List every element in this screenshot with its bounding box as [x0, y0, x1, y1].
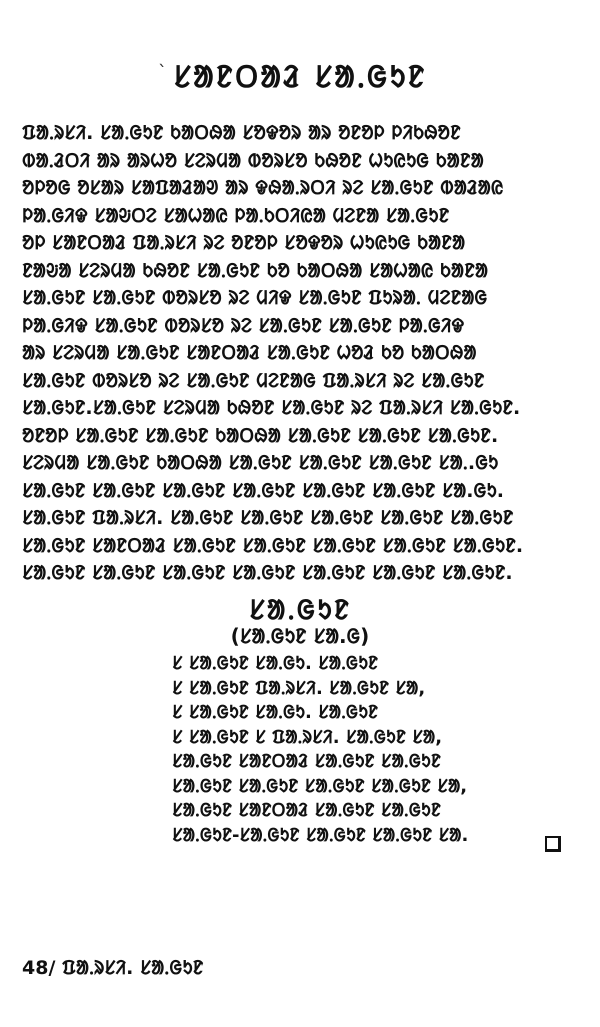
body-line: ᱥᱟᱹᱜᱩᱱ ᱯᱟᱹᱨᱥᱤ. ᱥᱟᱹᱜᱩᱱ ᱥᱟᱹᱜᱩᱱ ᱥᱟᱹᱜᱩᱱ ᱥᱟᱹᱜᱩᱱ ᱥᱟᱹᱜᱩᱱ — [22, 507, 514, 529]
body-line: ᱞᱟᱹᱜᱤᱫ ᱥᱟᱶᱛᱮ ᱥᱟᱦᱟᱭ ᱞᱟᱹᱠᱛᱤᱭᱟ ᱢᱮᱱᱟ ᱥᱟᱹᱜᱩᱱ — [22, 204, 450, 227]
body-line: ᱥᱟᱹᱜᱩᱱ ᱥᱟᱹᱜᱩᱱ ᱵᱚᱨᱥᱚ ᱨᱮ ᱢᱤᱫ ᱥᱟᱹᱜᱩᱱ ᱯᱩᱨᱟᱹ ᱢᱮᱱᱟᱜ — [22, 287, 488, 309]
body-line: ᱥᱮᱨᱢᱟ ᱥᱟᱹᱜᱩᱱ ᱠᱟᱛᱷᱟ ᱥᱟᱹᱜᱩᱱ ᱥᱟᱹᱜᱩᱱ ᱥᱟᱹᱜᱩᱱ ᱥᱟᱹ.ᱜᱩ — [22, 452, 499, 474]
decorative-mark: ` — [158, 62, 167, 83]
poem-stanza — [172, 652, 552, 848]
body-line: ᱚᱱᱚᱞ ᱥᱟᱹᱜᱩᱱ ᱥᱟᱹᱜᱩᱱ ᱠᱟᱛᱷᱟ ᱥᱟᱹᱜᱩᱱ ᱥᱟᱹᱜᱩᱱ ᱥᱟᱹᱜᱩᱱ. — [22, 424, 499, 447]
body-line: ᱵᱟᱹᱲᱛᱤ ᱟᱨ ᱟᱨᱦᱚ ᱥᱮᱨᱢᱟ ᱵᱚᱨᱥᱚ ᱠᱷᱚᱱ ᱦᱩᱭᱩᱜ ᱠᱟᱱᱟ — [22, 149, 484, 172]
body-line: ᱞᱟᱹᱜᱤᱫ ᱥᱟᱹᱜᱩᱱ ᱵᱚᱨᱥᱚ ᱨᱮ ᱥᱟᱹᱜᱩᱱ ᱥᱟᱹᱜᱩᱱ ᱞᱟᱹᱜᱤᱫ — [22, 314, 465, 337]
poem-title: ᱥᱟᱹᱜᱩᱱ — [248, 595, 352, 626]
body-line: ᱟᱨ ᱥᱮᱨᱢᱟ ᱥᱟᱹᱜᱩᱱ ᱥᱟᱱᱛᱟᱲ ᱥᱟᱹᱜᱩᱱ ᱦᱚᱲ ᱠᱚ ᱠᱟᱛᱷᱟ — [22, 342, 477, 364]
article-body — [22, 120, 582, 588]
body-line: ᱯᱟᱹᱨᱥᱤ. ᱥᱟᱹᱜᱩᱱ ᱠᱟᱛᱷᱟ ᱥᱚᱫᱚᱨ ᱟᱨ ᱚᱱᱚᱞ ᱞᱤᱠᱷᱚᱱ — [22, 122, 461, 144]
poem-subtitle: (ᱥᱟᱹᱜᱩᱱ ᱥᱟ.ᱜ) — [230, 624, 370, 648]
poem-line: ᱥᱟᱹᱜᱩᱱ ᱥᱟᱱᱛᱟᱲ ᱥᱟᱹᱜᱩᱱ ᱥᱟᱹᱜᱩᱱ — [172, 751, 441, 772]
body-line: ᱥᱟᱹᱜᱩᱱ.ᱥᱟᱹᱜᱩᱱ ᱥᱮᱨᱢᱟ ᱠᱷᱚᱱ ᱥᱟᱹᱜᱩᱱ ᱨᱮ ᱯᱟᱹᱨᱥᱤ ᱥᱟᱹᱜᱩᱱ. — [22, 397, 521, 419]
poem-line: ᱥ ᱥᱟᱹᱜᱩᱱ ᱯᱟᱹᱨᱥᱤ. ᱥᱟᱹᱜᱩᱱ ᱥᱟ, — [172, 677, 426, 699]
body-line: ᱱᱟᱶᱟ ᱥᱮᱨᱢᱟ ᱠᱷᱚᱱ ᱥᱟᱹᱜᱩᱱ ᱠᱚ ᱠᱟᱛᱷᱟ ᱥᱟᱦᱟᱭ ᱠᱟᱱᱟ — [22, 259, 489, 282]
body-line: ᱚᱞ ᱥᱟᱱᱛᱟᱲ ᱯᱟᱹᱨᱥᱤ ᱨᱮ ᱚᱱᱚᱞ ᱥᱚᱫᱚᱨ ᱦᱩᱭᱩᱜ ᱠᱟᱱᱟ — [22, 232, 466, 254]
article-title: ᱥᱟᱱᱛᱟᱲ ᱥᱟᱹᱜᱩᱱ — [173, 60, 427, 95]
body-line: ᱥᱟᱹᱜᱩᱱ ᱥᱟᱹᱜᱩᱱ ᱥᱟᱹᱜᱩᱱ ᱥᱟᱹᱜᱩᱱ ᱥᱟᱹᱜᱩᱱ ᱥᱟᱹᱜᱩᱱ ᱥᱟᱹᱜᱩᱱ. — [22, 562, 513, 584]
poem-line: ᱥᱟᱹᱜᱩᱱ-ᱥᱟᱹᱜᱩᱱ ᱥᱟᱹᱜᱩᱱ ᱥᱟᱹᱜᱩᱱ ᱥᱟ. — [172, 824, 469, 846]
body-line: ᱥᱟᱹᱜᱩᱱ ᱥᱟᱹᱜᱩᱱ ᱥᱟᱹᱜᱩᱱ ᱥᱟᱹᱜᱩᱱ ᱥᱟᱹᱜᱩᱱ ᱥᱟᱹᱜᱩᱱ ᱥᱟ.ᱜᱩ. — [22, 479, 504, 502]
body-line: ᱥᱟᱹᱜᱩᱱ ᱥᱟᱱᱛᱟᱲ ᱥᱟᱹᱜᱩᱱ ᱥᱟᱹᱜᱩᱱ ᱥᱟᱹᱜᱩᱱ ᱥᱟᱹᱜᱩᱱ ᱥᱟᱹᱜᱩᱱ. — [22, 534, 524, 557]
body-line: ᱚᱞᱚᱜ ᱚᱥᱟᱨ ᱥᱟᱯᱟᱲᱟᱣ ᱟᱨ ᱫᱷᱟᱹᱨᱛᱤ ᱨᱮ ᱥᱟᱹᱜᱩᱱ ᱵᱟᱲᱟᱭ — [22, 177, 504, 199]
page-footer: 48/ ᱯᱟᱹᱨᱥᱤ. ᱥᱟᱹᱜᱩᱱ — [22, 957, 204, 979]
end-of-article-icon — [545, 836, 561, 852]
poem-line: ᱥᱟᱹᱜᱩᱱ ᱥᱟᱱᱛᱟᱲ ᱥᱟᱹᱜᱩᱱ ᱥᱟᱹᱜᱩᱱ — [172, 800, 441, 821]
body-line: ᱥᱟᱹᱜᱩᱱ ᱵᱚᱨᱥᱚ ᱨᱮ ᱥᱟᱹᱜᱩᱱ ᱢᱮᱱᱟᱜ ᱯᱟᱹᱨᱥᱤ ᱨᱮ ᱥᱟᱹᱜᱩᱱ — [22, 369, 485, 392]
poem-line: ᱥ ᱥᱟᱹᱜᱩᱱ ᱥᱟᱹᱜᱩ. ᱥᱟᱹᱜᱩᱱ — [172, 702, 379, 723]
poem-line: ᱥ ᱥᱟᱹᱜᱩᱱ ᱥ ᱯᱟᱹᱨᱥᱤ. ᱥᱟᱹᱜᱩᱱ ᱥᱟ, — [172, 726, 443, 748]
poem-line: ᱥ ᱥᱟᱹᱜᱩᱱ ᱥᱟᱹᱜᱩ. ᱥᱟᱹᱜᱩᱱ — [172, 653, 379, 674]
poem-line: ᱥᱟᱹᱜᱩᱱ ᱥᱟᱹᱜᱩᱱ ᱥᱟᱹᱜᱩᱱ ᱥᱟᱹᱜᱩᱱ ᱥᱟ, — [172, 775, 468, 797]
